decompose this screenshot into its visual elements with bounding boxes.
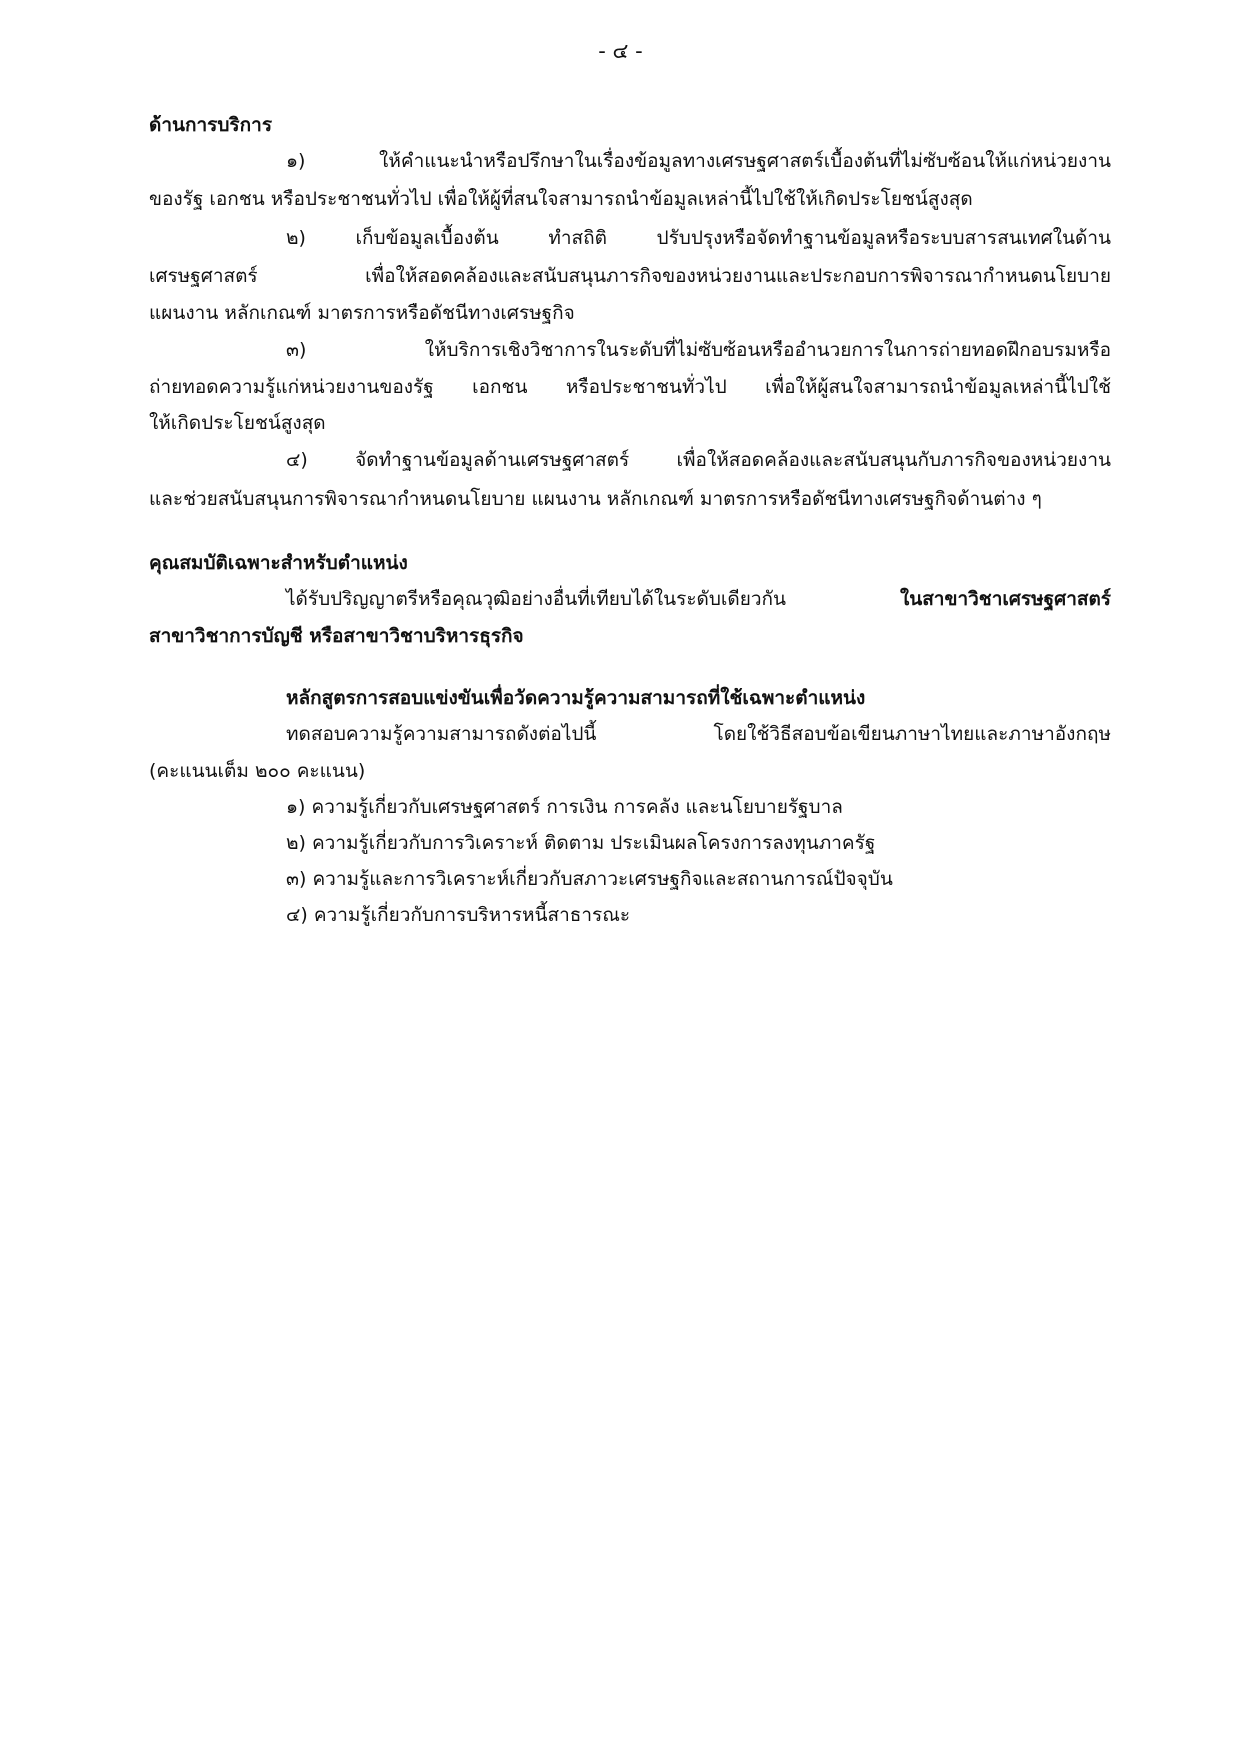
qualifications-line-1 <box>286 582 1111 616</box>
service-item-3-line-3: ให้เกิดประโยชน์สูงสุด <box>149 412 326 434</box>
service-item-4-line-2: และช่วยสนับสนุนการพิจารณากำหนดนโยบาย แผนงาน หลักเกณฑ์ มาตรการหรือดัชนีทางเศรษฐกิจด้านต่าง ๆ <box>149 488 1042 510</box>
qualifications-heading: คุณสมบัติเฉพาะสำหรับตำแหน่ง <box>149 552 408 574</box>
qualifications-text: ได้รับปริญญาตรีหรือคุณวุฒิอย่างอื่นที่เทียบได้ในระดับเดียวกัน <box>286 588 787 610</box>
curriculum-item-3: ๓) ความรู้และการวิเคราะห์เกี่ยวกับสภาวะเศรษฐกิจและสถานการณ์ปัจจุบัน <box>286 868 893 890</box>
service-item-1-line-2: ของรัฐ เอกชน หรือประชาชนทั่วไป เพื่อให้ผู้ที่สนใจสามารถนำข้อมูลเหล่านี้ไปใช้ให้เกิดประโยชน์สูงสุด <box>149 188 973 210</box>
service-item-2-line-1: ๒) เก็บข้อมูลเบื้องต้น ทำสถิติ ปรับปรุงหรือจัดทำฐานข้อมูลหรือระบบสารสนเทศในด้าน <box>286 227 1111 249</box>
qualifications-field-emphasis: ในสาขาวิชาเศรษฐศาสตร์ <box>899 588 1111 610</box>
curriculum-item-1: ๑) ความรู้เกี่ยวกับเศรษฐศาสตร์ การเงิน การคลัง และนโยบายรัฐบาล <box>286 796 843 818</box>
service-heading: ด้านการบริการ <box>149 114 273 136</box>
qualifications-line-2: สาขาวิชาการบัญชี หรือสาขาวิชาบริหารธุรกิจ <box>149 625 524 647</box>
curriculum-item-4: ๔) ความรู้เกี่ยวกับการบริหารหนี้สาธารณะ <box>286 904 631 926</box>
curriculum-heading: หลักสูตรการสอบแข่งขันเพื่อวัดความรู้ความสามารถที่ใช้เฉพาะตำแหน่ง <box>286 687 866 709</box>
service-item-3-line-1: ๓) ให้บริการเชิงวิชาการในระดับที่ไม่ซับซ้อนหรืออำนวยการในการถ่ายทอดฝึกอบรมหรือ <box>286 339 1111 361</box>
service-item-2-line-3: แผนงาน หลักเกณฑ์ มาตรการหรือดัชนีทางเศรษฐกิจ <box>149 302 575 324</box>
curriculum-item-2: ๒) ความรู้เกี่ยวกับการวิเคราะห์ ติดตาม ประเมินผลโครงการลงทุนภาครัฐ <box>286 832 876 854</box>
service-item-4-line-1: ๔) จัดทำฐานข้อมูลด้านเศรษฐศาสตร์ เพื่อให้สอดคล้องและสนับสนุนกับภารกิจของหน่วยงาน <box>286 449 1111 471</box>
curriculum-intro-line-2: (คะแนนเต็ม ๒๐๐ คะแนน) <box>149 760 366 782</box>
service-item-3-line-2: ถ่ายทอดความรู้แก่หน่วยงานของรัฐ เอกชน หรือประชาชนทั่วไป เพื่อให้ผู้สนใจสามารถนำข้อมูลเหล่านี้ไปใช้ <box>149 376 1111 398</box>
page-number: - ๔ - <box>598 39 643 63</box>
service-item-1-line-1: ๑) ให้คำแนะนำหรือปรึกษาในเรื่องข้อมูลทางเศรษฐศาสตร์เบื้องต้นที่ไม่ซับซ้อนให้แก่หน่วยงาน <box>286 150 1111 172</box>
curriculum-intro-line-1: ทดสอบความรู้ความสามารถดังต่อไปนี้ โดยใช้วิธีสอบข้อเขียนภาษาไทยและภาษาอังกฤษ <box>286 723 1111 745</box>
service-item-2-line-2: เศรษฐศาสตร์ เพื่อให้สอดคล้องและสนับสนุนภารกิจของหน่วยงานและประกอบการพิจารณากำหนดนโยบาย <box>149 265 1111 287</box>
